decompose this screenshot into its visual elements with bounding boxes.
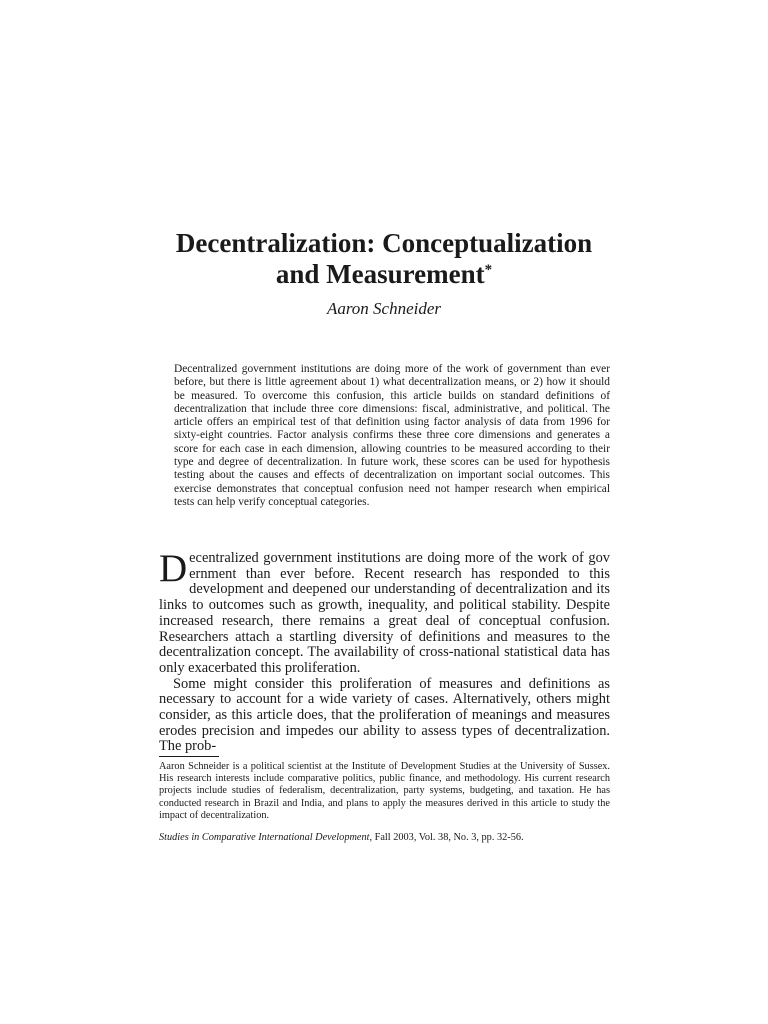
body-paragraph-1-text: ecentralized government institutions are doing more of the work of gov ernment than ever before. Recent research has responded to this development and deepened our understanding of decentralization and its links to outcomes such as growth, inequality, and political stability. Despite increased research, there remains a great deal of conceptual confusion. Researchers attach a startling diversity of definitions and measures to the decentralization concept. The availability of cross-national statistical data has only exacerbated this proliferation. [159,550,610,676]
footnote-divider [159,756,219,757]
body-paragraph-1 [159,547,610,677]
author-footnote: Aaron Schneider is a political scientist at the Institute of Development Studies at the University of Sussex. His research interests include comparative politics, public finance, and methodology. His current research projects include studies of federalism, decentralization, party systems, budgeting, and taxation. He has conducted research in Brazil and India, and plans to apply the measures derived in this article to study the impact of decentralization. [159,761,610,821]
title-footnote-marker: * [484,262,493,278]
title-line-2: and Measurement [275,259,485,289]
drop-cap: D [159,547,188,590]
journal-citation [159,832,610,844]
abstract: Decentralized government institutions are doing more of the work of government than ever before, but there is little agreement about 1) what decentralization means, or 2) how it should be measured. To overcome this confusion, this article builds on standard definitions of decentralization that include three core dimensions: fiscal, administrative, and political. The article offers an empirical test of that definition using factor analysis of data from 1996 for sixty-eight countries. Factor analysis confirms these three core dimensions and generates a score for each case in each dimension, allowing countries to be measured according to their type and degree of decentralization. In future work, these scores can be used for hypothesis testing about the causes and effects of decentralization on important social outcomes. This exercise demonstrates that conceptual confusion need not hamper research when empirical tests can help verify conceptual categories. [174,363,610,508]
title-line-1: Decentralization: Conceptualization [175,228,593,258]
article-title [100,228,668,290]
citation-details: , Fall 2003, Vol. 38, No. 3, pp. 32-56. [369,832,524,843]
author-name: Aaron Schneider [326,299,442,318]
body-paragraph-2: Some might consider this proliferation of measures and definitions as necessary to account for a wide variety of cases. Alternatively, others might consider, as this article does, that the proliferation of meanings and measures erodes precision and impedes our ability to assess types of decentralization. The prob- [159,675,610,755]
journal-name: Studies in Comparative International Development [159,832,370,843]
body-text [159,547,610,755]
